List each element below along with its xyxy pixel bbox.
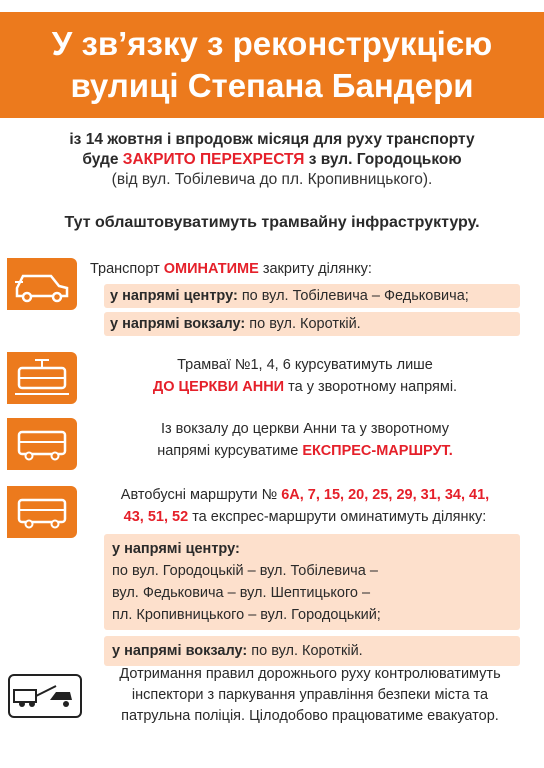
bus-icon-box bbox=[7, 418, 77, 470]
bus-icon bbox=[13, 492, 71, 532]
center-route: по вул. Тобілевича – Федьковича; bbox=[237, 288, 469, 304]
footer-line-2: інспектори з паркування управління безпеки міста та bbox=[131, 687, 489, 703]
express-route: ЕКСПРЕС-МАРШРУТ. bbox=[302, 443, 453, 459]
transport-text bbox=[90, 258, 520, 336]
bypass-word: ОМИНАТИМЕ bbox=[163, 261, 259, 277]
express-line-1: Із вокзалу до церкви Анни та у зворотному bbox=[160, 421, 450, 437]
transport-suffix: закриту ділянку: bbox=[258, 261, 372, 277]
bus-station-route bbox=[104, 636, 520, 666]
bus-center-line-2: вул. Федьковича – вул. Шептицького – bbox=[112, 585, 371, 601]
transport-line bbox=[90, 258, 520, 280]
bus-block bbox=[0, 482, 544, 659]
footer-text bbox=[90, 664, 530, 727]
bus-center-route bbox=[104, 534, 520, 630]
transport-block bbox=[0, 256, 544, 336]
car-icon bbox=[13, 264, 71, 304]
closed-intersection: ЗАКРИТО ПЕРЕХРЕСТЯ bbox=[122, 151, 305, 168]
tow-truck-icon-box bbox=[8, 674, 82, 718]
bus-center-line-1: по вул. Городоцькій – вул. Тобілевича – bbox=[112, 563, 378, 579]
headline: Тут облаштовуватимуть трамвайну інфраструктуру. bbox=[64, 214, 480, 231]
intro-text: з вул. Городоцькою bbox=[304, 151, 462, 168]
express-text bbox=[90, 418, 520, 462]
bus-station-label: у напрямі вокзалу: bbox=[112, 643, 248, 659]
express-prefix: напрямі курсуватиме bbox=[157, 443, 303, 459]
bus-prefix: Автобусні маршрути № bbox=[120, 487, 282, 503]
station-route: по вул. Короткій. bbox=[245, 316, 361, 332]
bus-routes-a: 6А, 7, 15, 20, 25, 29, 31, 34, 41, bbox=[281, 487, 490, 503]
bus-station-text: по вул. Короткій. bbox=[247, 643, 363, 659]
express-line-2 bbox=[90, 440, 520, 462]
intro-line-3: (від вул. Тобілевича до пл. Кропивницького). bbox=[111, 171, 433, 188]
bus-routes-line-1 bbox=[90, 484, 520, 506]
bus-routes-b: 43, 51, 52 bbox=[123, 509, 189, 525]
bus-routes-line-2 bbox=[90, 506, 520, 528]
car-icon-box bbox=[7, 258, 77, 310]
title-banner bbox=[0, 12, 544, 118]
center-label: у напрямі центру: bbox=[110, 288, 238, 304]
express-block bbox=[0, 414, 544, 470]
footer-line-1: Дотримання правил дорожнього руху контролюватимуть bbox=[119, 666, 501, 682]
bus-text bbox=[90, 484, 520, 666]
station-label: у напрямі вокзалу: bbox=[110, 316, 246, 332]
transport-center-route bbox=[104, 284, 520, 308]
bus-icon-box-2 bbox=[7, 486, 77, 538]
intro-paragraph bbox=[20, 130, 524, 190]
bus-center-label: у напрямі центру: bbox=[112, 541, 240, 557]
tram-text bbox=[90, 354, 520, 398]
transport-station-route bbox=[104, 312, 520, 336]
tram-icon-box bbox=[7, 352, 77, 404]
tram-icon bbox=[13, 358, 71, 398]
transport-prefix: Транспорт bbox=[90, 261, 164, 277]
intro-text: буде bbox=[82, 151, 123, 168]
tram-suffix: та у зворотному напрямі. bbox=[284, 379, 458, 395]
tow-truck-icon bbox=[10, 676, 76, 712]
intro-line-1: із 14 жовтня і впродовж місяця для руху транспорту bbox=[69, 131, 475, 148]
bus-suffix: та експрес-маршрути оминатимуть ділянку: bbox=[188, 509, 487, 525]
tram-line-2 bbox=[90, 376, 520, 398]
title-line-1: У зв’язку з реконструкцією bbox=[51, 25, 493, 62]
tram-block bbox=[0, 350, 544, 406]
tram-line-1: Трамваї №1, 4, 6 курсуватимуть лише bbox=[177, 357, 433, 373]
bus-icon bbox=[13, 424, 71, 464]
footer-line-3: патрульна поліція. Цілодобово працюватиме евакуатор. bbox=[121, 708, 499, 724]
title-line-2: вулиці Степана Бандери bbox=[70, 67, 474, 104]
bus-center-line-3: пл. Кропивницького – вул. Городоцький; bbox=[112, 607, 381, 623]
intro-line-2 bbox=[20, 150, 524, 170]
tram-destination: ДО ЦЕРКВИ АННИ bbox=[152, 379, 285, 395]
